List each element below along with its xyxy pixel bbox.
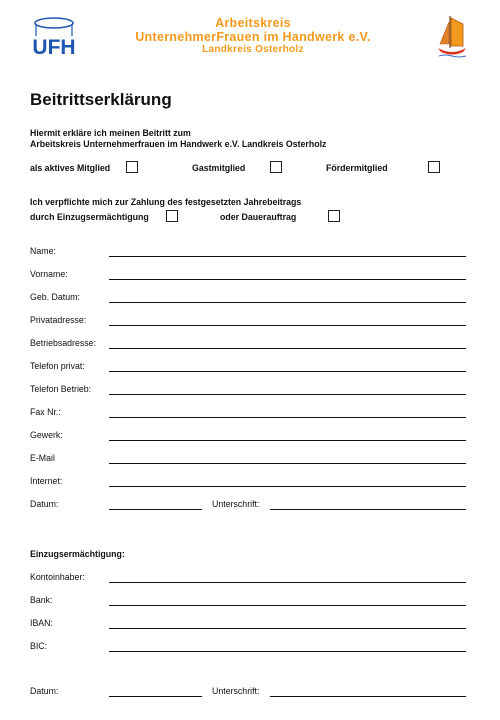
membership-sponsor-label: Fördermitglied (326, 163, 388, 173)
header-line3: Landkreis Osterholz (202, 44, 304, 55)
sepa-kontoinhaber-line[interactable] (109, 582, 466, 583)
field-email-line[interactable] (109, 463, 466, 464)
field-email-label: E-Mail (30, 453, 55, 463)
field-geb-datum-line[interactable] (109, 302, 466, 303)
field-internet-line[interactable] (109, 486, 466, 487)
sepa-datum-line[interactable] (109, 696, 202, 697)
field-privatadresse-label: Privatadresse: (30, 315, 87, 325)
payment-direct-debit-label: durch Einzugsermächtigung (30, 212, 149, 222)
sepa-kontoinhaber-label: Kontoinhaber: (30, 572, 85, 582)
sepa-datum-label: Datum: (30, 686, 59, 696)
field-internet-label: Internet: (30, 476, 63, 486)
field-gewerk-label: Gewerk: (30, 430, 63, 440)
sepa-bank-line[interactable] (109, 605, 466, 606)
field-name-line[interactable] (109, 256, 466, 257)
sepa-bic-line[interactable] (109, 651, 466, 652)
field-datum-label: Datum: (30, 499, 59, 509)
field-betriebsadresse-label: Betriebsadresse: (30, 338, 97, 348)
sepa-iban-label: IBAN: (30, 618, 53, 628)
field-telefon-betrieb-label: Telefon Betrieb: (30, 384, 92, 394)
membership-guest-checkbox[interactable] (270, 161, 282, 173)
header-line1: Arbeitskreis (215, 16, 291, 30)
membership-guest-label: Gastmitglied (192, 163, 246, 173)
field-privatadresse-line[interactable] (109, 325, 466, 326)
page-title: Beitrittserklärung (30, 90, 172, 109)
field-geb-datum-label: Geb. Datum: (30, 292, 80, 302)
logo-text: UFH (32, 36, 76, 59)
field-datum-line[interactable] (109, 509, 202, 510)
field-betriebsadresse-line[interactable] (109, 348, 466, 349)
field-telefon-privat-line[interactable] (109, 371, 466, 372)
payment-direct-debit-checkbox[interactable] (166, 210, 178, 222)
intro-line2: Arbeitskreis Unternehmerfrauen im Handwerk e.V. Landkreis Osterholz (30, 139, 327, 149)
header-line2: UnternehmerFrauen im Handwerk e.V. (135, 30, 371, 44)
field-unterschrift-line[interactable] (270, 509, 466, 510)
sepa-section-title: Einzugsermächtigung: (30, 549, 125, 559)
membership-sponsor-checkbox[interactable] (428, 161, 440, 173)
field-unterschrift-label: Unterschrift: (212, 499, 260, 509)
field-vorname-label: Vorname: (30, 269, 68, 279)
membership-active-label: als aktives Mitglied (30, 163, 111, 173)
payment-standing-order-checkbox[interactable] (328, 210, 340, 222)
payment-standing-order-label: oder Dauerauftrag (220, 212, 297, 222)
sepa-unterschrift-label: Unterschrift: (212, 686, 260, 696)
sepa-bank-label: Bank: (30, 595, 53, 605)
field-telefon-privat-label: Telefon privat: (30, 361, 85, 371)
intro-line1: Hiermit erkläre ich meinen Beitritt zum (30, 128, 191, 138)
field-telefon-betrieb-line[interactable] (109, 394, 466, 395)
field-name-label: Name: (30, 246, 56, 256)
sepa-iban-line[interactable] (109, 628, 466, 629)
payment-intro: Ich verpflichte mich zur Zahlung des festgesetzten Jahrebeitrags (30, 197, 302, 207)
ufh-logo (28, 14, 80, 60)
field-vorname-line[interactable] (109, 279, 466, 280)
field-fax-label: Fax Nr.: (30, 407, 61, 417)
sepa-bic-label: BIC: (30, 641, 48, 651)
boat-logo-icon (436, 14, 468, 60)
field-fax-line[interactable] (109, 417, 466, 418)
sepa-unterschrift-line[interactable] (270, 696, 466, 697)
field-gewerk-line[interactable] (109, 440, 466, 441)
membership-active-checkbox[interactable] (126, 161, 138, 173)
